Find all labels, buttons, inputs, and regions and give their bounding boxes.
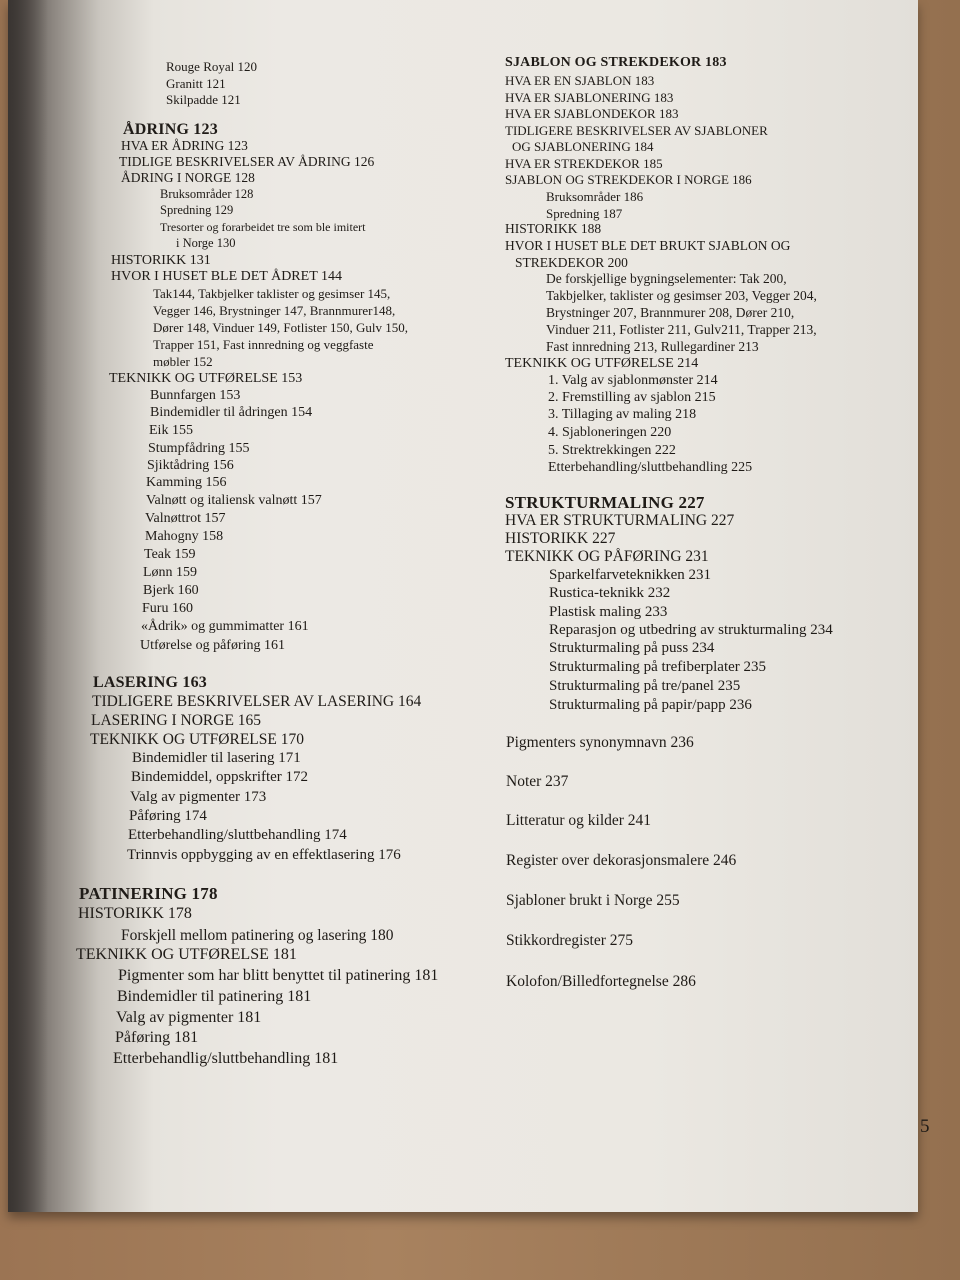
toc-left-subsection-entry: Bruksområder 128 (160, 187, 254, 201)
toc-right-subsection-entry: 5. Strektrekkingen 222 (548, 443, 676, 458)
toc-left-section-entry: LASERING I NORGE 165 (91, 712, 262, 729)
toc-right-appendix-entry: Litteratur og kilder 241 (506, 812, 652, 829)
toc-left-subsection-entry: «Ådrik» og gummimatter 161 (141, 619, 309, 634)
toc-left-section-entry: TIDLIGE BESKRIVELSER AV ÅDRING 126 (119, 154, 375, 169)
toc-right-section-entry: TEKNIKK OG UTFØRELSE 214 (505, 356, 699, 371)
toc-left-subsection-entry: Rouge Royal 120 (166, 59, 257, 74)
toc-left-subsection-entry: Bindemidler til lasering 171 (132, 750, 301, 766)
toc-right-subsection-entry: Etterbehandling/sluttbehandling 225 (548, 460, 753, 475)
toc-left-section-entry: HISTORIKK 131 (111, 253, 211, 268)
toc-right-subsection-entry: Strukturmaling på puss 234 (549, 640, 715, 656)
toc-right-subsection-entry: 1. Valg av sjablonmønster 214 (548, 373, 718, 388)
toc-left-subsection-entry: Kamming 156 (146, 475, 227, 490)
toc-right-subsection-entry: Plastisk maling 233 (549, 604, 668, 620)
toc-left-subsection-entry: Sjiktådring 156 (147, 458, 234, 473)
toc-left-subsection-entry: Valg av pigmenter 173 (130, 789, 267, 805)
toc-left-subsection-entry: Trapper 151, Fast innredning og veggfaste (153, 337, 374, 352)
toc-right-subsection-entry: Strukturmaling på trefiberplater 235 (549, 659, 767, 675)
toc-right-subsection-entry: 4. Sjabloneringen 220 (548, 425, 672, 440)
toc-right-subsection-entry: Spredning 187 (546, 206, 623, 221)
toc-left-subsection-entry: Trinnvis oppbygging av en effektlasering 176 (127, 847, 401, 863)
toc-right-subsection-entry: Rustica-teknikk 232 (549, 585, 671, 601)
toc-right-section-entry: TIDLIGERE BESKRIVELSER AV SJABLONER (505, 123, 768, 138)
toc-left-subsection-entry: Furu 160 (142, 601, 193, 616)
toc-left-section-entry: ÅDRING I NORGE 128 (121, 170, 255, 185)
toc-right-appendix-entry: Noter 237 (506, 773, 569, 790)
toc-left-subsection-entry: Vegger 146, Brystninger 147, Brannmurer148, (153, 303, 396, 318)
toc-right-appendix-entry: Register over dekorasjonsmalere 246 (506, 852, 737, 869)
book-page (8, 0, 918, 1212)
toc-left-subsection-entry: Etterbehandling/sluttbehandling 174 (128, 827, 347, 843)
toc-left-subsection-entry: Eik 155 (149, 423, 193, 438)
toc-right-appendix-entry: Pigmenters synonymnavn 236 (506, 734, 694, 751)
toc-right-subsection-entry: Reparasjon og utbedring av strukturmaling 234 (549, 622, 833, 638)
toc-left-section-entry: HISTORIKK 178 (78, 905, 192, 922)
toc-right-section-entry: HVOR I HUSET BLE DET BRUKT SJABLON OG (505, 238, 791, 253)
toc-left-section-entry: TEKNIKK OG UTFØRELSE 181 (76, 946, 297, 963)
toc-right-section-entry: HVA ER STREKDEKOR 185 (505, 156, 663, 171)
toc-left-section-entry: TIDLIGERE BESKRIVELSER AV LASERING 164 (92, 693, 422, 710)
toc-left-chapter-heading: PATINERING 178 (79, 884, 218, 903)
toc-right-subsection-entry: Strukturmaling på tre/panel 235 (549, 678, 741, 694)
toc-right-subsection-entry: Fast innredning 213, Rullegardiner 213 (546, 339, 759, 354)
page-number: 5 (920, 1116, 930, 1137)
toc-left-subsection-entry: Bjerk 160 (143, 583, 199, 598)
toc-left-subsection-entry: Påføring 181 (115, 1029, 199, 1046)
toc-right-subsection-entry: Takbjelker, taklister og gesimser 203, Vegger 204, (546, 288, 817, 303)
toc-left-subsection-entry: Etterbehandlig/sluttbehandling 181 (113, 1050, 339, 1067)
toc-left-subsection-entry: Valnøtt og italiensk valnøtt 157 (146, 493, 322, 508)
toc-left-chapter-heading: LASERING 163 (93, 674, 207, 691)
toc-right-subsection-entry: Brystninger 207, Brannmurer 208, Dører 210, (546, 305, 795, 320)
toc-right-subsection-entry: 3. Tillaging av maling 218 (548, 407, 697, 422)
toc-right-section-entry: TEKNIKK OG PÅFØRING 231 (505, 548, 709, 565)
toc-right-section-entry: HVA ER SJABLONDEKOR 183 (505, 106, 679, 121)
page-gutter-shadow (8, 0, 48, 1212)
toc-right-subsection-entry: Strukturmaling på papir/papp 236 (549, 697, 752, 713)
toc-left-section-entry: HVA ER ÅDRING 123 (121, 138, 248, 153)
toc-right-section-entry: STREKDEKOR 200 (515, 255, 628, 270)
toc-left-subsection-entry: Tresorter og forarbeidet tre som ble imitert (160, 220, 366, 234)
toc-left-subsection-entry: Valg av pigmenter 181 (116, 1009, 262, 1026)
toc-right-subsection-entry: Bruksområder 186 (546, 189, 644, 204)
toc-left-subsection-entry: i Norge 130 (176, 236, 236, 250)
toc-right-subsection-entry: Vinduer 211, Fotlister 211, Gulv211, Trapper 213, (546, 322, 817, 337)
toc-left-subsection-entry: Granitt 121 (166, 76, 226, 91)
toc-left-section-entry: TEKNIKK OG UTFØRELSE 153 (109, 371, 303, 386)
toc-right-chapter-heading: SJABLON OG STREKDEKOR 183 (505, 55, 727, 70)
toc-left-chapter-heading: ÅDRING 123 (123, 121, 218, 138)
toc-left-subsection-entry: Spredning 129 (160, 203, 234, 217)
toc-left-subsection-entry: Mahogny 158 (145, 529, 224, 544)
toc-right-subsection-entry: De forskjellige bygningselementer: Tak 200, (546, 271, 787, 286)
toc-right-section-entry: HVA ER SJABLONERING 183 (505, 90, 674, 105)
toc-right-appendix-entry: Stikkordregister 275 (506, 932, 633, 949)
toc-left-subsection-entry: Bindemidler til ådringen 154 (150, 405, 313, 420)
toc-right-chapter-heading: STRUKTURMALING 227 (505, 493, 705, 512)
toc-left-subsection-entry: Tak144, Takbjelker taklister og gesimser 145, (153, 286, 391, 301)
toc-left-section-entry: TEKNIKK OG UTFØRELSE 170 (90, 731, 304, 748)
toc-left-subsection-entry: møbler 152 (153, 354, 213, 369)
toc-left-subsection-entry: Dører 148, Vinduer 149, Fotlister 150, Gulv 150, (153, 320, 408, 335)
toc-left-subsection-entry: Pigmenter som har blitt benyttet til patinering 181 (118, 967, 439, 984)
toc-right-subsection-entry: Sparkelfarveteknikken 231 (549, 567, 712, 583)
toc-right-subsection-entry: 2. Fremstilling av sjablon 215 (548, 390, 716, 405)
toc-right-section-entry: HISTORIKK 227 (505, 530, 616, 547)
toc-left-subsection-entry: Bindemidler til patinering 181 (117, 988, 312, 1005)
toc-left-subsection-entry: Forskjell mellom patinering og lasering 180 (121, 927, 394, 944)
toc-left-subsection-entry: Påføring 174 (129, 808, 207, 824)
toc-left-subsection-entry: Utførelse og påføring 161 (140, 638, 286, 653)
toc-right-appendix-entry: Kolofon/Billedfortegnelse 286 (506, 973, 696, 990)
toc-right-section-entry: HVA ER EN SJABLON 183 (505, 73, 655, 88)
toc-right-section-entry: OG SJABLONERING 184 (512, 139, 654, 154)
toc-left-subsection-entry: Bunnfargen 153 (150, 388, 241, 403)
toc-right-section-entry: HVA ER STRUKTURMALING 227 (505, 512, 735, 529)
toc-left-subsection-entry: Lønn 159 (143, 565, 198, 580)
toc-left-subsection-entry: Bindemiddel, oppskrifter 172 (131, 769, 309, 785)
toc-left-section-entry: HVOR I HUSET BLE DET ÅDRET 144 (111, 269, 342, 284)
toc-right-section-entry: SJABLON OG STREKDEKOR I NORGE 186 (505, 172, 752, 187)
toc-left-subsection-entry: Stumpfådring 155 (148, 441, 250, 456)
toc-left-subsection-entry: Valnøttrot 157 (145, 511, 226, 526)
toc-right-section-entry: HISTORIKK 188 (505, 221, 602, 236)
toc-left-subsection-entry: Skilpadde 121 (166, 92, 241, 107)
toc-left-subsection-entry: Teak 159 (144, 547, 196, 562)
toc-right-appendix-entry: Sjabloner brukt i Norge 255 (506, 892, 680, 909)
